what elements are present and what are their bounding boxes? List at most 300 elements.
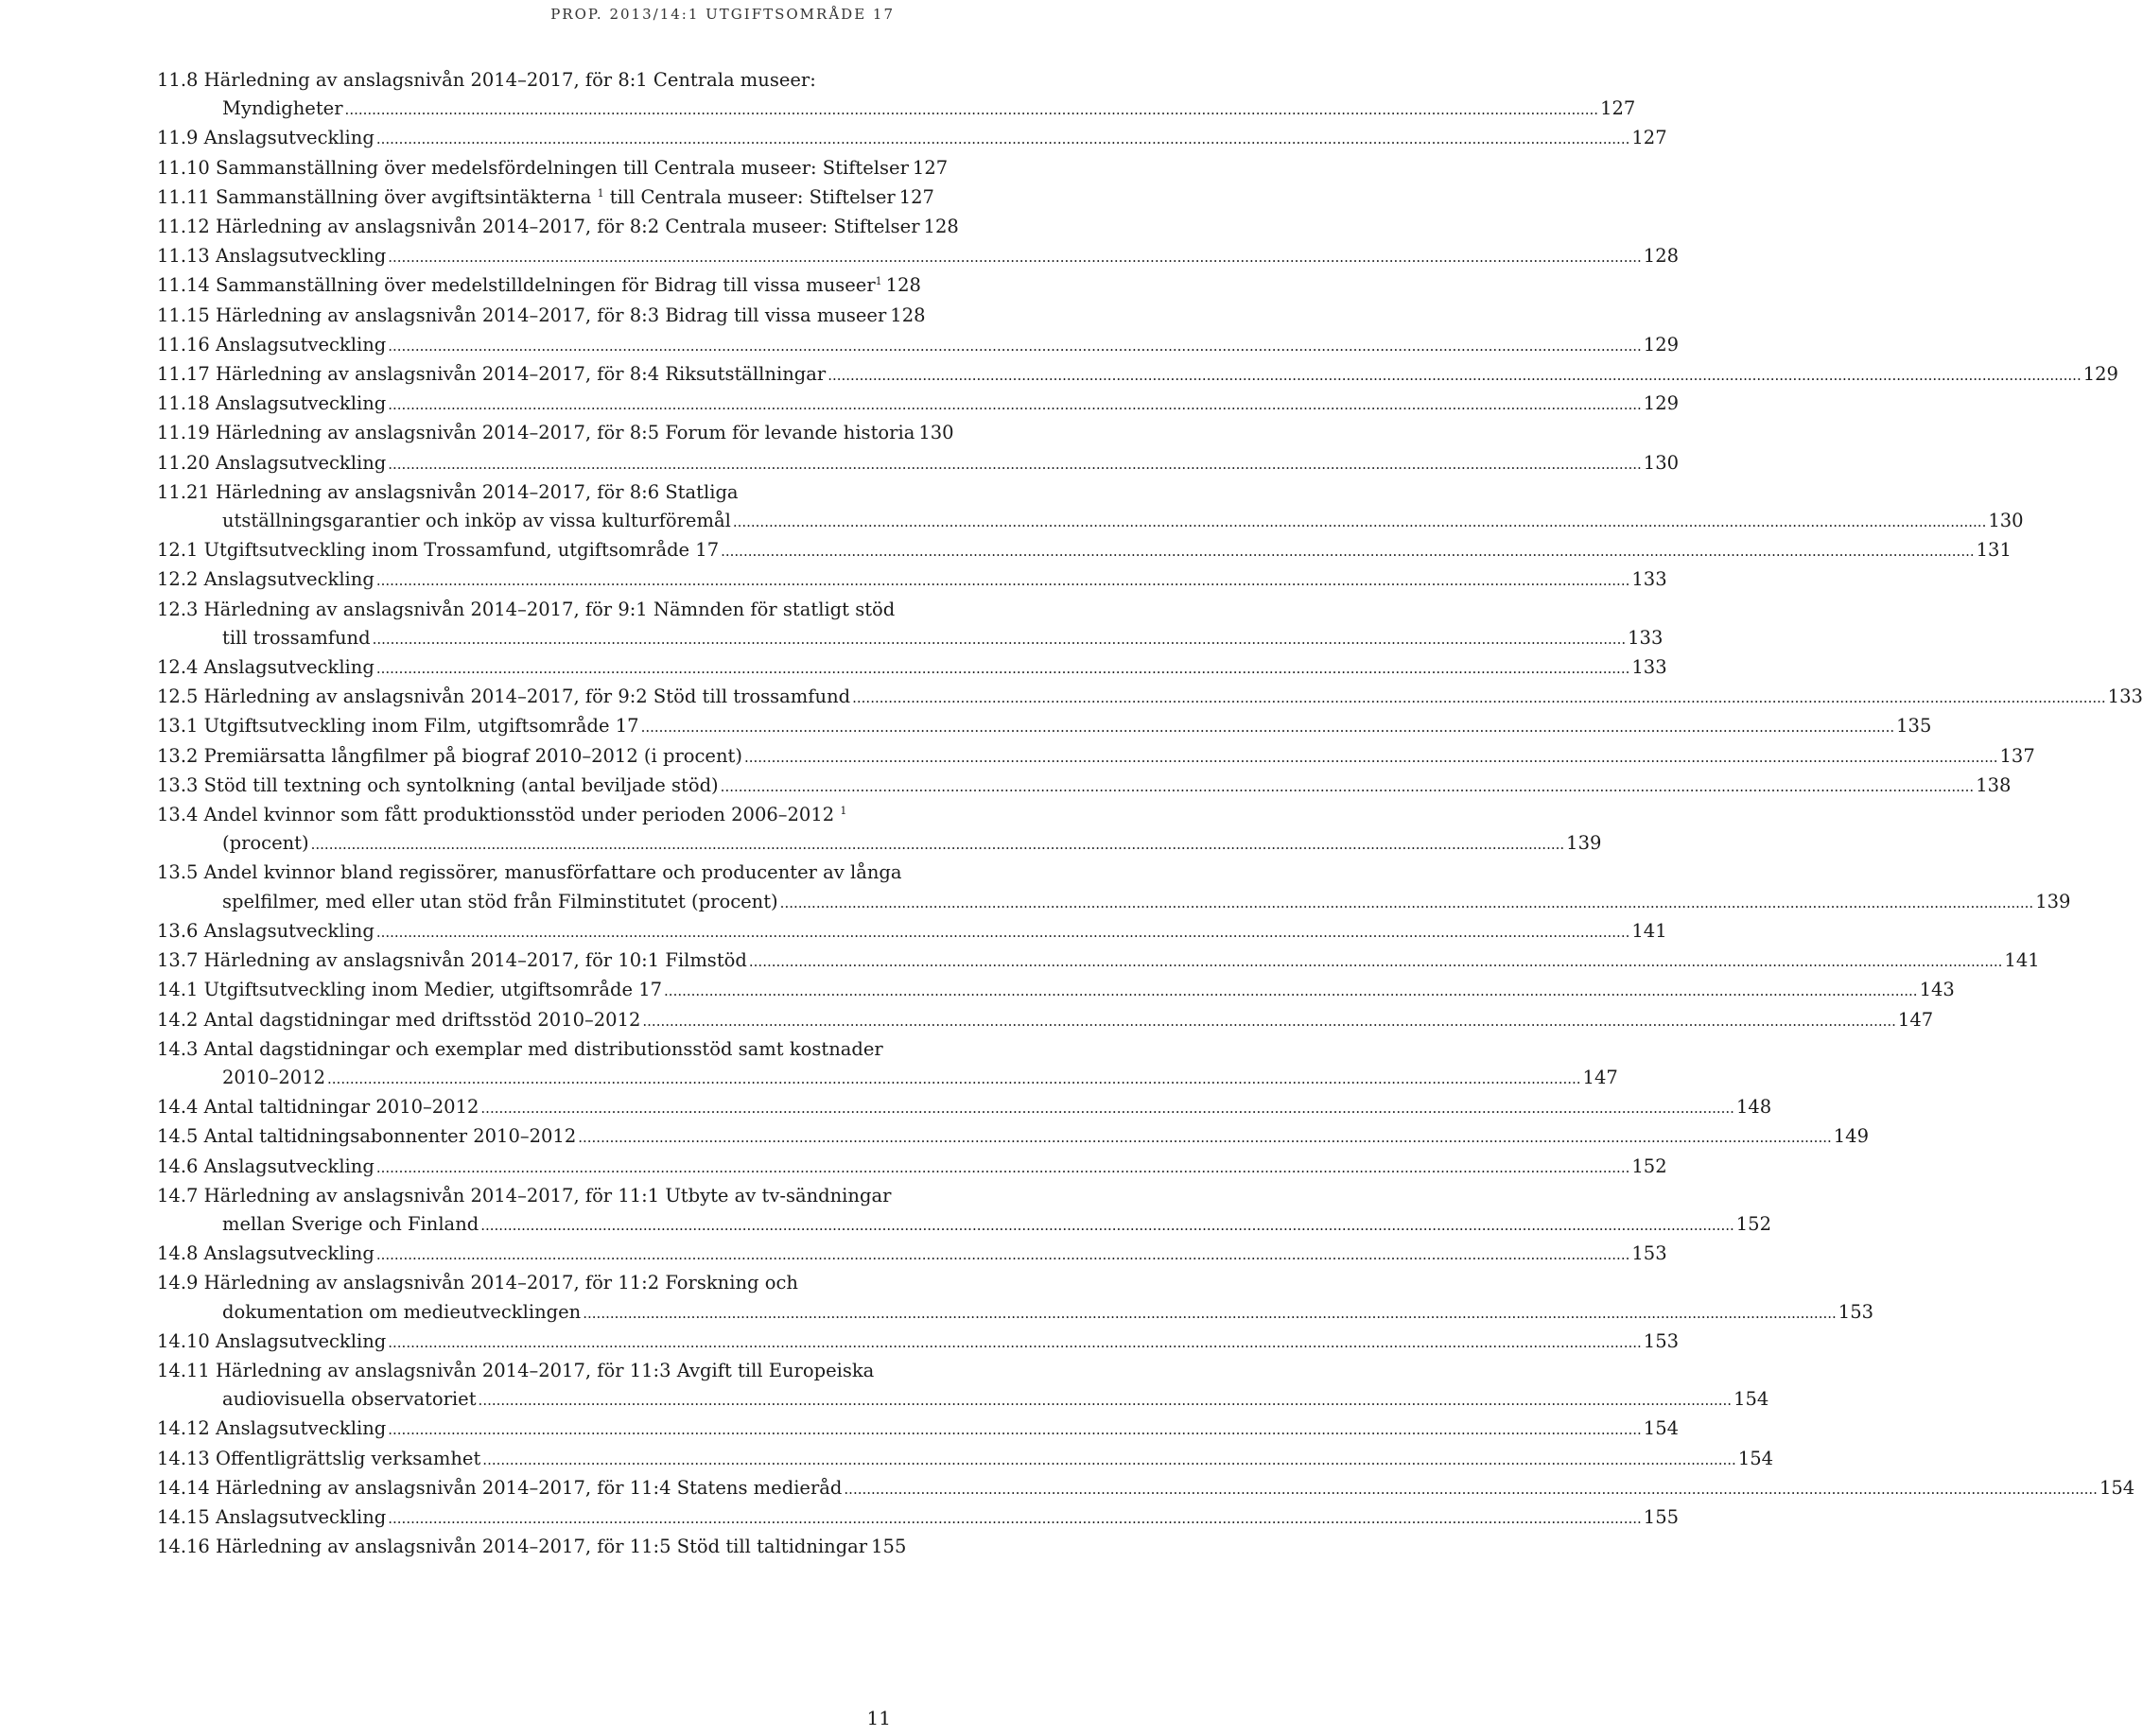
toc-line: [157, 213, 959, 242]
footnote-marker: 1: [875, 275, 882, 288]
toc-line: [157, 536, 2012, 565]
toc-page-number: 129: [1643, 392, 1680, 415]
toc-page-number: 131: [1976, 539, 2012, 562]
toc-number: 14.3: [157, 1037, 199, 1060]
toc-entry[interactable]: [157, 271, 921, 301]
toc-page-number: 153: [1643, 1329, 1680, 1352]
toc-page-number: 149: [1833, 1125, 1869, 1148]
toc-entry[interactable]: [157, 124, 1667, 153]
toc-page-number: 153: [1631, 1242, 1667, 1265]
dot-leader: [479, 1386, 1733, 1415]
toc-line: [157, 772, 2012, 801]
toc-title: Sammanställning över avgiftsintäkterna: [216, 185, 592, 208]
toc-line: [157, 331, 1680, 360]
toc-entry[interactable]: [157, 1182, 1771, 1240]
toc-entry[interactable]: [157, 154, 949, 183]
toc-entry[interactable]: [157, 1357, 1769, 1415]
toc-line: [157, 419, 954, 448]
toc-number: 11.8: [157, 69, 199, 91]
toc-page-number: 129: [1643, 333, 1680, 356]
dot-leader: [376, 1241, 1630, 1269]
toc-text: [157, 1328, 386, 1356]
dot-leader: [388, 243, 1642, 271]
dot-leader: [578, 1123, 1832, 1152]
toc-entry[interactable]: [157, 536, 2012, 565]
toc-page-number: 139: [1566, 832, 1602, 855]
toc-text: [157, 390, 386, 418]
dot-leader: [376, 918, 1630, 946]
toc-page-number: 148: [1735, 1096, 1772, 1119]
toc-number: 13.2: [157, 744, 199, 767]
toc-entry[interactable]: [157, 653, 1667, 683]
toc-title: Sammanställning över medelsfördelningen till Centrala museer: Stiftelser: [216, 156, 909, 179]
dot-leader: [376, 1154, 1630, 1182]
toc-text: [157, 1533, 867, 1561]
toc-title: Anslagsutveckling: [216, 1505, 387, 1528]
toc-text: [222, 507, 731, 535]
dot-leader: [480, 1211, 1734, 1240]
toc-text: [157, 154, 909, 182]
toc-text: [157, 1360, 874, 1381]
toc-number: 14.14: [157, 1476, 210, 1499]
toc-text: [157, 565, 375, 594]
toc-text: [222, 1210, 479, 1239]
toc-number: 14.10: [157, 1329, 210, 1352]
toc-entry[interactable]: [157, 565, 1667, 595]
dot-leader: [780, 889, 2034, 917]
toc-number: 11.21: [157, 480, 210, 503]
running-header: PROP. 2013/14:1 UTGIFTSOMRÅDE 17: [550, 6, 895, 23]
toc-line: [157, 1298, 1874, 1328]
dot-leader: [376, 566, 1630, 595]
toc-text: [157, 1474, 842, 1502]
toc-page-number: 133: [1631, 568, 1667, 591]
toc-number: 13.3: [157, 773, 199, 796]
toc-entry[interactable]: [157, 917, 1667, 946]
toc-page-number: 152: [1735, 1212, 1771, 1235]
toc-number: 11.13: [157, 245, 210, 268]
dot-leader: [721, 537, 1975, 565]
toc-number: 14.2: [157, 1008, 199, 1031]
toc-number: 12.4: [157, 656, 199, 679]
toc-page-number: 141: [1631, 919, 1667, 942]
toc-line: [157, 1006, 1934, 1035]
dot-leader: [388, 391, 1642, 419]
toc-title: Anslagsutveckling: [216, 1417, 387, 1440]
toc-page-number: 155: [1643, 1505, 1680, 1528]
toc-title: Antal taltidningsabonnenter 2010–2012: [203, 1125, 577, 1148]
toc-line: [157, 624, 1664, 653]
toc-page-number: 133: [2107, 686, 2143, 708]
toc-text: [157, 804, 846, 825]
toc-title: Anslagsutveckling: [203, 1242, 375, 1265]
toc-title: Andel kvinnor bland regissörer, manusförfattare och producenter av långa: [203, 861, 902, 884]
toc-line: [157, 183, 934, 213]
toc-number: 13.6: [157, 919, 199, 942]
toc-line: [157, 95, 1636, 124]
toc-title: Offentligrättslig verksamhet: [216, 1447, 481, 1469]
toc-text: [157, 213, 920, 241]
toc-line: [157, 829, 1602, 859]
toc-title: (procent): [222, 832, 309, 855]
toc-text: [157, 449, 386, 477]
toc-line: [157, 565, 1667, 595]
dot-leader: [482, 1446, 1736, 1474]
toc-page-number: 143: [1919, 979, 1955, 1001]
toc-line: [157, 1474, 2135, 1503]
toc-text: [222, 624, 371, 652]
toc-title: Härledning av anslagsnivån 2014–2017, för 11:4 Statens medieråd: [216, 1476, 843, 1499]
toc-page-number: 127: [1631, 127, 1667, 149]
toc-line: [157, 1182, 902, 1210]
toc-entry[interactable]: [157, 360, 2118, 390]
toc-number: 14.1: [157, 979, 199, 1001]
toc-title: Härledning av anslagsnivån 2014–2017, för 8:5 Forum för levande historia: [216, 422, 915, 444]
toc-line: [157, 1328, 1680, 1357]
dot-leader: [388, 1328, 1642, 1357]
toc-title: Härledning av anslagsnivån 2014–2017, för 8:4 Riksutställningar: [216, 363, 827, 386]
toc-number: 14.4: [157, 1096, 199, 1119]
toc-entry[interactable]: [157, 1122, 1869, 1152]
toc-line: [157, 888, 2071, 917]
dot-leader: [721, 773, 1975, 801]
toc-text: [157, 536, 719, 564]
toc-title: Anslagsutveckling: [216, 392, 387, 415]
toc-line: [157, 1445, 1774, 1474]
toc-title: Härledning av anslagsnivån 2014–2017, för 11:3 Avgift till Europeiska: [216, 1359, 875, 1381]
toc-number: 14.12: [157, 1417, 210, 1440]
toc-line: [157, 66, 902, 95]
toc-number: 11.10: [157, 156, 210, 179]
toc-number: 11.14: [157, 274, 210, 297]
toc-page-number: 129: [2082, 363, 2118, 386]
dot-leader: [852, 684, 2106, 712]
toc-page-number: 154: [2099, 1476, 2135, 1499]
toc-title: Härledning av anslagsnivån 2014–2017, för 9:1 Nämnden för statligt stöd: [203, 598, 896, 620]
toc-entry[interactable]: [157, 772, 2012, 801]
toc-text: [157, 1503, 386, 1532]
toc-line: [157, 360, 2118, 390]
toc-text: [157, 360, 826, 389]
dot-leader: [749, 947, 2003, 976]
toc-page-number: 127: [898, 185, 934, 208]
toc-page-number: 130: [1988, 510, 2024, 532]
toc-number: 11.16: [157, 333, 210, 356]
toc-text: [157, 946, 747, 975]
toc-text: [157, 1415, 386, 1443]
toc-number: 11.17: [157, 363, 210, 386]
toc-number: 13.4: [157, 804, 199, 826]
toc-text: [157, 1153, 375, 1181]
toc-number: 13.1: [157, 715, 199, 738]
toc-line: [157, 1093, 1772, 1122]
toc-number: 14.5: [157, 1125, 199, 1148]
toc-title: Myndigheter: [222, 97, 343, 120]
toc-entry[interactable]: [157, 242, 1680, 271]
toc-title: Anslagsutveckling: [203, 127, 375, 149]
toc-title: Härledning av anslagsnivån 2014–2017, för 8:1 Centrala museer:: [203, 69, 816, 91]
toc-entry[interactable]: [157, 1503, 1680, 1533]
toc-number: 11.20: [157, 451, 210, 474]
toc-entry[interactable]: [157, 946, 2040, 976]
dot-leader: [388, 332, 1642, 360]
toc-title: Anslagsutveckling: [203, 656, 375, 679]
toc-text: [157, 69, 816, 91]
toc-number: 14.6: [157, 1154, 199, 1177]
toc-entry[interactable]: [157, 859, 2071, 916]
toc-title: Härledning av anslagsnivån 2014–2017, för 11:5 Stöd till taltidningar: [216, 1536, 868, 1558]
dot-leader: [664, 977, 1918, 1005]
toc-text: [157, 712, 639, 740]
toc-number: 11.9: [157, 127, 199, 149]
toc-line: [157, 683, 2143, 712]
toc-page-number: 127: [912, 156, 949, 179]
toc-text: [157, 653, 375, 682]
dot-leader: [388, 1415, 1642, 1444]
toc-number: 12.3: [157, 598, 199, 620]
dot-leader: [828, 361, 2082, 390]
toc-entry[interactable]: [157, 1240, 1667, 1269]
toc-text: [222, 888, 778, 916]
toc-entry[interactable]: [157, 1153, 1667, 1182]
page-number: 11: [866, 1707, 891, 1729]
toc-entry[interactable]: [157, 596, 1664, 653]
toc-title: Härledning av anslagsnivån 2014–2017, för 8:2 Centrala museer: Stiftelser: [216, 216, 920, 238]
toc-line: [157, 1533, 907, 1562]
toc-title: Utgiftsutveckling inom Trossamfund, utgiftsområde 17: [203, 539, 720, 562]
toc-entry[interactable]: [157, 1533, 907, 1562]
dot-leader: [311, 830, 1565, 859]
dot-leader: [844, 1475, 2098, 1503]
toc-entry[interactable]: [157, 390, 1680, 419]
toc-line: [157, 478, 902, 507]
toc-page-number: 152: [1631, 1154, 1667, 1177]
toc-entry[interactable]: [157, 1035, 1618, 1093]
toc-number: 12.5: [157, 686, 199, 708]
toc-title: Anslagsutveckling: [216, 1329, 387, 1352]
toc-entry[interactable]: [157, 478, 2024, 536]
toc-text: [157, 683, 850, 711]
toc-text: [157, 242, 386, 270]
toc-text: [157, 917, 375, 946]
toc-title: Härledning av anslagsnivån 2014–2017, för 11:1 Utbyte av tv-sändningar: [203, 1184, 892, 1207]
toc-line: [157, 976, 1955, 1005]
toc-text: [222, 1064, 325, 1092]
toc-text: [157, 1272, 798, 1293]
toc-text: [157, 481, 739, 503]
toc-entry[interactable]: [157, 331, 1680, 360]
toc-text: [157, 1006, 640, 1034]
toc-line: [157, 154, 949, 183]
toc-entry[interactable]: [157, 712, 1932, 741]
toc-number: 11.15: [157, 304, 210, 326]
toc-entry[interactable]: [157, 419, 954, 448]
toc-page-number: 133: [1631, 656, 1667, 679]
toc-text: [157, 976, 662, 1004]
toc-title: Anslagsutveckling: [203, 919, 375, 942]
toc-line: [157, 1269, 902, 1297]
dot-leader: [480, 1094, 1734, 1122]
toc-entry[interactable]: [157, 1328, 1680, 1357]
toc-number: 11.11: [157, 185, 210, 208]
toc-title: Antal dagstidningar och exemplar med distributionsstöd samt kostnader: [203, 1037, 883, 1060]
toc-page-number: 141: [2004, 949, 2040, 972]
dot-leader: [583, 1299, 1837, 1328]
toc-page-number: 155: [871, 1536, 907, 1558]
toc-text: [157, 1093, 479, 1121]
toc-entry[interactable]: [157, 66, 1636, 124]
toc-page-number: 153: [1838, 1300, 1874, 1323]
toc-text: [157, 1445, 480, 1473]
toc-entry[interactable]: [157, 683, 2143, 712]
toc-title: dokumentation om medieutvecklingen: [222, 1300, 582, 1323]
toc-title: Anslagsutveckling: [203, 1154, 375, 1177]
toc-line: [157, 1357, 902, 1385]
toc-title: spelfilmer, med eller utan stöd från Filminstitutet (procent): [222, 890, 778, 912]
toc-entry[interactable]: [157, 976, 1955, 1005]
toc-text: [157, 1240, 375, 1268]
toc-text: [157, 1185, 891, 1207]
toc-text: [157, 183, 896, 212]
toc-page-number: 128: [1643, 245, 1680, 268]
toc-title: Utgiftsutveckling inom Medier, utgiftsområde 17: [203, 979, 663, 1001]
toc-page-number: 137: [1999, 744, 2035, 767]
toc-number: 14.11: [157, 1359, 210, 1381]
dot-leader: [388, 450, 1642, 478]
toc-page-number: 133: [1628, 626, 1664, 649]
toc-entry[interactable]: [157, 449, 1680, 478]
toc-page-number: 128: [923, 216, 959, 238]
toc-number: 12.2: [157, 568, 199, 591]
toc-entry[interactable]: [157, 1445, 1774, 1474]
dot-leader: [388, 1504, 1642, 1533]
toc-title: audiovisuella observatoriet: [222, 1388, 477, 1411]
toc-page-number: 147: [1897, 1008, 1934, 1031]
toc-title: till Centrala museer: Stiftelser: [609, 185, 896, 208]
dot-leader: [376, 125, 1630, 153]
toc-title: Härledning av anslagsnivån 2014–2017, för 8:3 Bidrag till vissa museer: [216, 304, 887, 326]
toc-number: 12.1: [157, 539, 199, 562]
toc-line: [157, 1210, 1771, 1240]
toc-line: [157, 390, 1680, 419]
toc-title: Anslagsutveckling: [216, 451, 387, 474]
toc-number: 14.15: [157, 1505, 210, 1528]
toc-entry[interactable]: [157, 742, 2035, 772]
toc-line: [157, 1035, 902, 1064]
toc-entry[interactable]: [157, 1474, 2135, 1503]
toc-title: mellan Sverige och Finland: [222, 1212, 479, 1235]
toc-page-number: 154: [1643, 1417, 1680, 1440]
toc-title: Härledning av anslagsnivån 2014–2017, för 8:6 Statliga: [216, 480, 739, 503]
toc-page-number: 128: [890, 304, 926, 326]
toc-page-number: 139: [2035, 890, 2071, 912]
toc-line: [157, 596, 902, 624]
toc-title: Anslagsutveckling: [216, 245, 387, 268]
toc-text: [157, 1038, 883, 1060]
toc-line: [157, 1064, 1618, 1093]
toc-text: [157, 861, 902, 883]
toc-number: 11.18: [157, 392, 210, 415]
dot-leader: [376, 654, 1630, 683]
toc-text: [157, 772, 719, 800]
toc-line: [157, 1385, 1769, 1415]
toc-entry[interactable]: [157, 801, 1602, 859]
toc-page-number: 128: [885, 274, 921, 297]
toc-line: [157, 302, 926, 331]
toc-line: [157, 449, 1680, 478]
toc-page-number: 147: [1582, 1066, 1618, 1088]
toc-line: [157, 712, 1932, 741]
toc-line: [157, 507, 2024, 536]
toc-title: Sammanställning över medelstilldelningen för Bidrag till vissa museer: [216, 274, 876, 297]
toc-title: Härledning av anslagsnivån 2014–2017, för 10:1 Filmstöd: [203, 949, 747, 972]
toc-line: [157, 859, 902, 887]
dot-leader: [733, 508, 1987, 536]
toc-number: 11.12: [157, 216, 210, 238]
toc-text: [222, 829, 309, 858]
toc-number: 11.19: [157, 422, 210, 444]
toc-text: [157, 599, 895, 620]
toc-text: [157, 742, 742, 771]
toc-entry[interactable]: [157, 302, 926, 331]
toc-page-number: 135: [1896, 715, 1932, 738]
toc-entry[interactable]: [157, 183, 934, 213]
toc-title: utställningsgarantier och inköp av vissa kulturföremål: [222, 510, 731, 532]
toc-number: 14.16: [157, 1536, 210, 1558]
toc-text: [222, 1298, 581, 1327]
toc-title: Härledning av anslagsnivån 2014–2017, för 11:2 Forskning och: [203, 1272, 798, 1294]
toc-text: [222, 1385, 477, 1414]
dot-leader: [327, 1065, 1581, 1093]
dot-leader: [345, 95, 1599, 124]
toc-entry[interactable]: [157, 1415, 1680, 1444]
footnote-marker: 1: [840, 805, 847, 818]
toc-line: [157, 1153, 1667, 1182]
dot-leader: [744, 743, 1998, 772]
toc-number: 14.13: [157, 1447, 210, 1469]
toc-line: [157, 242, 1680, 271]
toc-line: [157, 124, 1667, 153]
toc-line: [157, 917, 1667, 946]
toc-text: [157, 331, 386, 359]
toc-entry[interactable]: [157, 1269, 1874, 1327]
dot-leader: [373, 625, 1627, 653]
toc-page-number: 154: [1734, 1388, 1769, 1411]
toc-line: [157, 1122, 1869, 1152]
toc-line: [157, 1415, 1680, 1444]
toc-title: Andel kvinnor som fått produktionsstöd under perioden 2006–2012: [203, 804, 835, 826]
toc-line: [157, 1240, 1667, 1269]
toc-page-number: 127: [1600, 97, 1636, 120]
toc-entry[interactable]: [157, 213, 959, 242]
toc-line: [157, 946, 2040, 976]
toc-text: [157, 302, 886, 330]
toc-title: till trossamfund: [222, 626, 371, 649]
toc-text: [157, 271, 882, 300]
dot-leader: [642, 1007, 1896, 1035]
toc-title: Antal dagstidningar med driftsstöd 2010–2012: [203, 1008, 641, 1031]
toc-entry[interactable]: [157, 1093, 1772, 1122]
toc-number: 14.8: [157, 1242, 199, 1265]
toc-title: Anslagsutveckling: [216, 333, 387, 356]
toc-entry[interactable]: [157, 1006, 1934, 1035]
toc-title: Antal taltidningar 2010–2012: [203, 1096, 479, 1119]
toc-page-number: 154: [1737, 1447, 1774, 1469]
toc-text: [157, 419, 915, 447]
toc-text: [157, 124, 375, 152]
toc-title: Härledning av anslagsnivån 2014–2017, för 9:2 Stöd till trossamfund: [203, 686, 851, 708]
toc-number: 13.7: [157, 949, 199, 972]
